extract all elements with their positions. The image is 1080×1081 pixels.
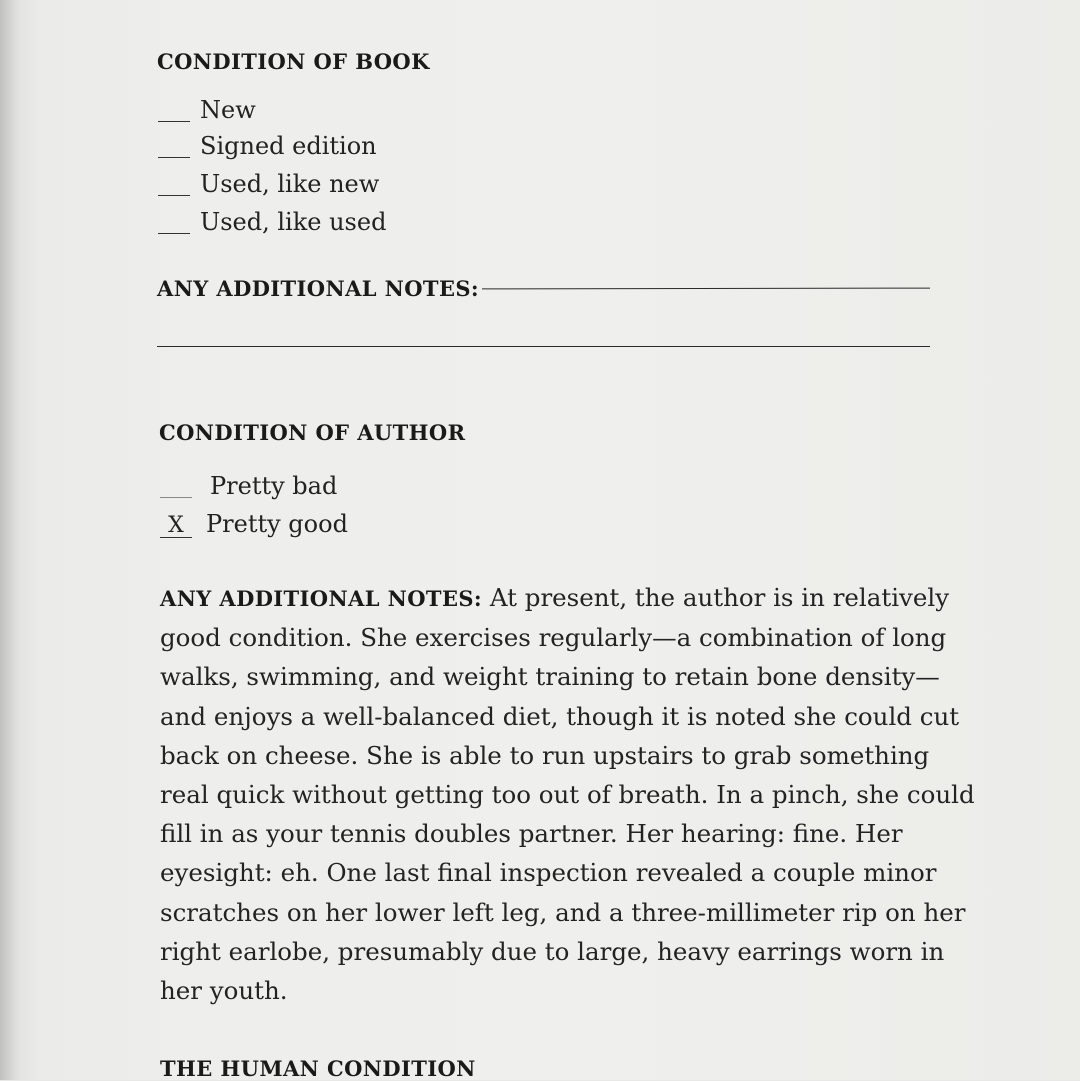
option-label: Used, like new — [200, 170, 380, 198]
condition-of-book-heading: CONDITION OF BOOK — [157, 49, 430, 74]
author-option-pretty-good — [160, 510, 348, 538]
book-notes-line-1 — [482, 288, 930, 290]
option-label: New — [200, 96, 256, 124]
book-additional-notes-label: ANY ADDITIONAL NOTES: — [157, 276, 480, 301]
notes-line: and enjoys a well-balanced diet, though it is noted she could cut — [160, 701, 960, 731]
notes-line: scratches on her lower left leg, and a three-millimeter rip on her — [160, 897, 966, 927]
checkbox-blank — [158, 194, 190, 196]
author-notes-paragraph — [160, 578, 975, 1010]
author-additional-notes-label: ANY ADDITIONAL NOTES: — [160, 586, 483, 611]
notes-line: her youth. — [160, 976, 288, 1006]
checkbox-blank — [158, 232, 190, 234]
book-notes-line-2 — [157, 346, 930, 347]
checkbox-blank — [158, 156, 190, 158]
notes-line: back on cheese. She is able to run upstairs to grab something — [160, 740, 930, 770]
page-gutter-shadow — [0, 0, 20, 1080]
notes-line: good condition. She exercises regularly—a combination of long — [160, 623, 947, 653]
option-label: Used, like used — [200, 208, 387, 236]
notes-line: eyesight: eh. One last final inspection revealed a couple minor — [160, 858, 937, 888]
author-option-pretty-bad — [160, 472, 337, 500]
book-option-used-like-new — [158, 170, 379, 198]
book-option-signed-edition — [158, 132, 377, 160]
book-option-used-like-used — [158, 208, 386, 236]
book-option-new — [158, 96, 256, 124]
notes-line: right earlobe, presumably due to large, heavy earrings worn in — [160, 936, 945, 966]
condition-of-author-heading: CONDITION OF AUTHOR — [159, 420, 466, 445]
human-condition-heading: THE HUMAN CONDITION — [160, 1056, 476, 1081]
notes-line: fill in as your tennis doubles partner. Her hearing: fine. Her — [160, 819, 903, 849]
checkbox-blank — [158, 120, 190, 122]
option-label: Signed edition — [200, 132, 377, 160]
notes-line: real quick without getting too out of breath. In a pinch, she could — [160, 780, 975, 810]
checkbox-blank — [160, 497, 192, 498]
notes-line: ANY ADDITIONAL NOTES: At present, the author is in relatively — [160, 583, 950, 612]
checkbox-mark-x: X — [160, 515, 192, 538]
option-label: Pretty bad — [210, 472, 338, 500]
notes-line: walks, swimming, and weight training to retain bone density— — [160, 662, 940, 692]
option-label: Pretty good — [206, 510, 348, 538]
